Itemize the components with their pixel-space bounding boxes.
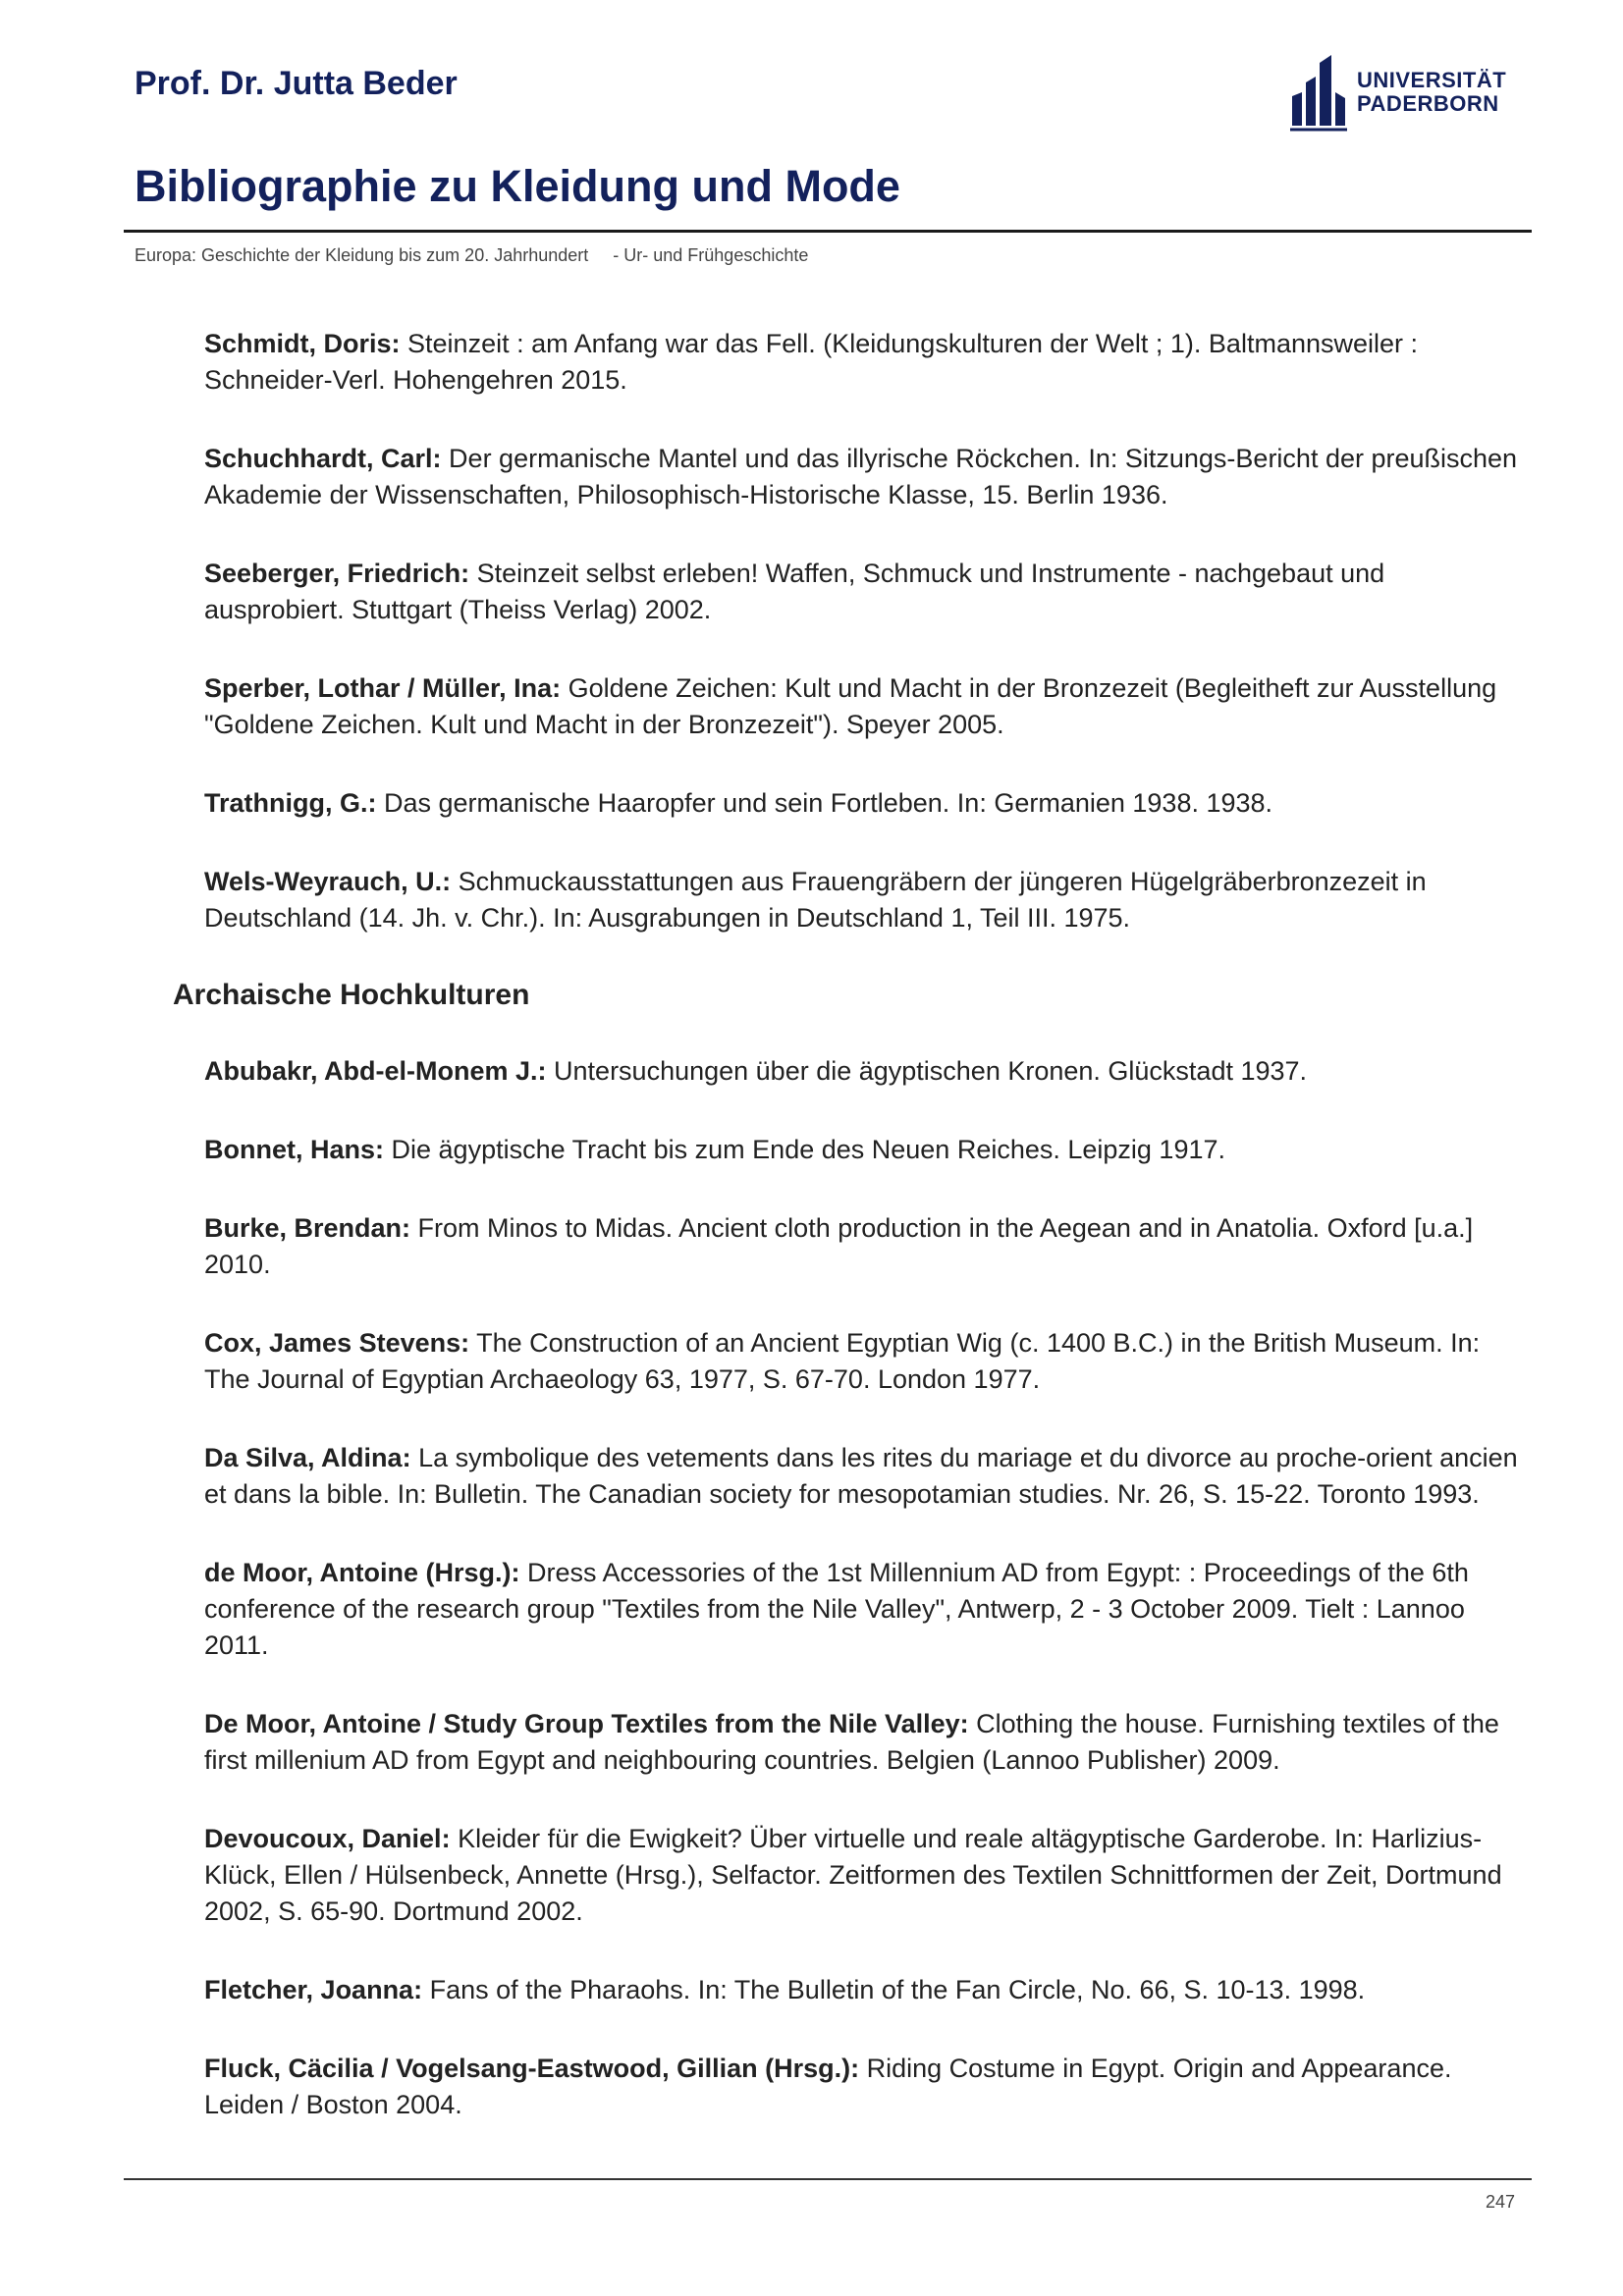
bibliography-entry — [204, 1972, 1520, 2008]
entry-author: Cox, James Stevens: — [204, 1328, 470, 1358]
page-number: 247 — [1485, 2192, 1515, 2212]
bibliography-entry — [204, 670, 1520, 743]
entry-text: Riding Costume in Egypt. Origin and Appearance. Leiden / Boston 2004. — [204, 2054, 1452, 2119]
entry-text: Das germanische Haaropfer und sein Fortleben. In: Germanien 1938. 1938. — [376, 788, 1273, 818]
entry-author: Devoucoux, Daniel: — [204, 1824, 451, 1853]
entry-text: Steinzeit : am Anfang war das Fell. (Kleidungskulturen der Welt ; 1). Baltmannsweiler : Schneider-Verl. Hohengehren 2015. — [204, 329, 1419, 395]
logo-line-2: PADERBORN — [1357, 91, 1499, 116]
entry-author: Seeberger, Friedrich: — [204, 559, 470, 588]
entry-text: Goldene Zeichen: Kult und Macht in der Bronzezeit (Begleitheft zur Ausstellung "Goldene Zeichen. Kult und Macht in der Bronzezeit"). Speyer 2005. — [204, 673, 1497, 739]
author-name: Prof. Dr. Jutta Beder — [135, 65, 458, 102]
bibliography-entry — [204, 1821, 1520, 1930]
entry-text: Fans of the Pharaohs. In: The Bulletin of the Fan Circle, No. 66, S. 10-13. 1998. — [422, 1975, 1366, 2004]
breadcrumb: Europa: Geschichte der Kleidung bis zum 20. Jahrhundert - Ur- und Frühgeschichte — [135, 245, 809, 265]
entry-list-bottom — [204, 1053, 1520, 2123]
bibliography-entry — [204, 441, 1520, 513]
entry-author: Wels-Weyrauch, U.: — [204, 867, 452, 896]
entry-text: Die ägyptische Tracht bis zum Ende des Neuen Reiches. Leipzig 1917. — [384, 1135, 1226, 1164]
entry-text: Schmuckausstattungen aus Frauengräbern der jüngeren Hügelgräberbronzezeit in Deutschland (14. Jh. v. Chr.). In: Ausgrabungen in Deutschland 1, Teil III. 1975. — [204, 867, 1427, 933]
entry-author: Fluck, Cäcilia / Vogelsang-Eastwood, Gillian (Hrsg.): — [204, 2054, 860, 2083]
entry-author: Schuchhardt, Carl: — [204, 444, 442, 473]
university-logo-text — [1357, 69, 1506, 116]
entry-text: Der germanische Mantel und das illyrische Röckchen. In: Sitzungs-Bericht der preußischen Akademie der Wissenschaften, Philosophisch-Historische Klasse, 15. Berlin 1936. — [204, 444, 1518, 509]
entry-text: From Minos to Midas. Ancient cloth production in the Aegean and in Anatolia. Oxford [u.a.] 2010. — [204, 1213, 1474, 1279]
header-divider — [124, 230, 1532, 233]
entry-text: Kleider für die Ewigkeit? Über virtuelle und reale altägyptische Garderobe. In: Harlizius-Klück, Ellen / Hülsenbeck, Annette (Hrsg.), Selfactor. Zeitformen des Textilen Schnittformen der Zeit, Dortmund 2002, S. 65-90. Dortmund 2002. — [204, 1824, 1502, 1926]
entry-text: Dress Accessories of the 1st Millennium AD from Egypt: : Proceedings of the 6th conference of the research group "Textiles from the Nile Valley", Antwerp, 2 - 3 October 2009. Tielt : Lannoo 2011. — [204, 1558, 1469, 1660]
bibliography-entry — [204, 1132, 1520, 1168]
bibliography-entry — [204, 1706, 1520, 1779]
entry-author: De Moor, Antoine / Study Group Textiles from the Nile Valley: — [204, 1709, 969, 1738]
bibliography-entry — [204, 1325, 1520, 1398]
entry-author: Sperber, Lothar / Müller, Ina: — [204, 673, 562, 703]
entry-text: Untersuchungen über die ägyptischen Kronen. Glückstadt 1937. — [546, 1056, 1308, 1086]
entry-author: Da Silva, Aldina: — [204, 1443, 411, 1472]
entry-author: Trathnigg, G.: — [204, 788, 377, 818]
entry-text: The Construction of an Ancient Egyptian Wig (c. 1400 B.C.) in the British Museum. In: The Journal of Egyptian Archaeology 63, 1977, S. 67-70. London 1977. — [204, 1328, 1481, 1394]
entry-list-top — [204, 326, 1520, 936]
bibliography-entry — [204, 326, 1520, 399]
entry-author: Burke, Brendan: — [204, 1213, 411, 1243]
bibliography-entry — [204, 785, 1520, 822]
entry-text: Clothing the house. Furnishing textiles of the first millenium AD from Egypt and neighbouring countries. Belgien (Lannoo Publisher) 2009. — [204, 1709, 1499, 1775]
bibliography-entry — [204, 2051, 1520, 2123]
footer-divider — [124, 2178, 1532, 2180]
bibliography-entry — [204, 556, 1520, 628]
entry-author: Abubakr, Abd-el-Monem J.: — [204, 1056, 547, 1086]
university-logo-icon — [1288, 53, 1349, 132]
bibliography-entry — [204, 864, 1520, 936]
university-logo — [1288, 51, 1524, 133]
bibliography-entry — [204, 1210, 1520, 1283]
section-heading: Archaische Hochkulturen — [173, 979, 530, 1011]
entry-text: La symbolique des vetements dans les rites du mariage et du divorce au proche-orient ancien et dans la bible. In: Bulletin. The Canadian society for mesopotamian studies. Nr. 26, S. 15-22. Toronto 1993. — [204, 1443, 1518, 1509]
entry-author: Bonnet, Hans: — [204, 1135, 385, 1164]
entry-author: Fletcher, Joanna: — [204, 1975, 423, 2004]
page-title: Bibliographie zu Kleidung und Mode — [135, 161, 900, 211]
bibliography-entry — [204, 1053, 1520, 1090]
entry-author: Schmidt, Doris: — [204, 329, 401, 358]
bibliography-entry — [204, 1440, 1520, 1513]
bibliography-content — [173, 326, 1520, 2165]
logo-line-1: UNIVERSITÄT — [1357, 68, 1507, 92]
bibliography-entry — [204, 1555, 1520, 1664]
entry-author: de Moor, Antoine (Hrsg.): — [204, 1558, 520, 1587]
entry-text: Steinzeit selbst erleben! Waffen, Schmuck und Instrumente - nachgebaut und ausprobiert. Stuttgart (Theiss Verlag) 2002. — [204, 559, 1385, 624]
